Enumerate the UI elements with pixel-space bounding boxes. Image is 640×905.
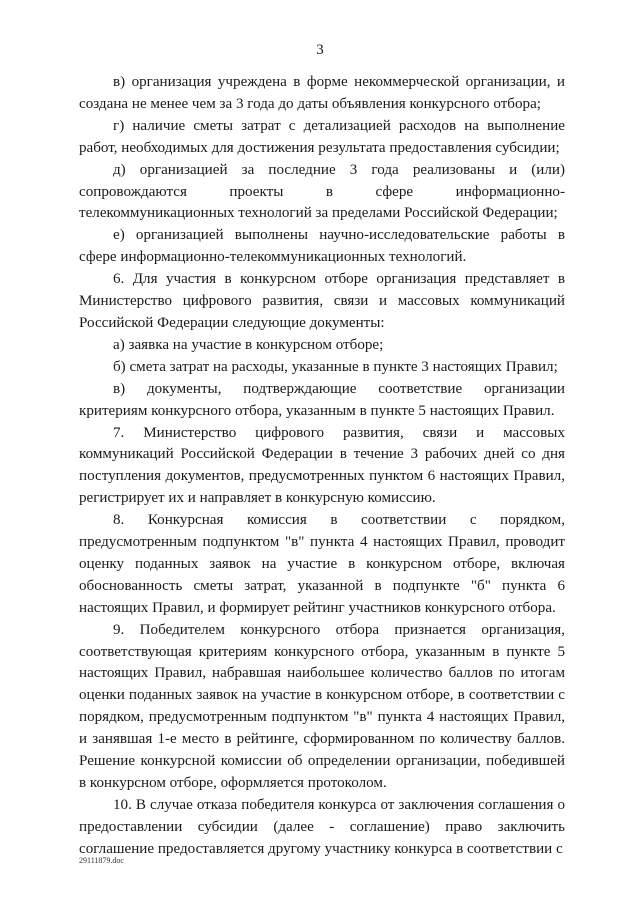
paragraph-clause-9: 9. Победителем конкурсного отбора признается организация, соответствующая критериям конкурсного отбора, указанным в пункте 5 настоящих Правил, набравшая наибольшее количество баллов по итогам оценки поданных заявок на участие в конкурсном отборе, в соответствии с порядком, предусмотренным подпунктом "в" пункта 4 настоящих Правил, и занявшая 1-е место в рейтинге, сформированном по количеству баллов. Решение конкурсной комиссии об определении организации, победившей в конкурсном отборе, оформляется протоколом. [79,621,565,791]
paragraph-clause-6: 6. Для участия в конкурсном отборе организация представляет в Министерство цифрового развития, связи и массовых коммуникаций Российской Федерации следующие документы: [79,271,565,331]
paragraph-item-b-estimate: б) смета затрат на расходы, указанные в пункте 3 настоящих Правил; [113,358,558,375]
document-body [79,72,565,861]
paragraph-item-e-research: е) организацией выполнены научно-исследовательские работы в сфере информационно-телекоммуникационных технологий. [79,227,565,266]
paragraph-clause-7: 7. Министерство цифрового развития, связи и массовых коммуникаций Российской Федерации в течение 3 рабочих дней со дня поступления документов, предусмотренных пунктом 6 настоящих Правил, регистрирует их и направляет в конкурсную комиссию. [79,424,565,507]
paragraph-item-d-projects-abroad: д) организацией за последние 3 года реализованы и (или) сопровождаются проекты в сфере информационно-телекоммуникационных технологий за пределами Российской Федерации; [79,161,565,222]
paragraph-clause-8: 8. Конкурсная комиссия в соответствии с порядком, предусмотренным подпунктом "в" пункта 4 настоящих Правил, проводит оценку поданных заявок на участие в конкурсном отборе, включая обоснованность сметы затрат, указанной в подпункте "б" пункта 6 настоящих Правил, и формирует рейтинг участников конкурсного отбора. [79,512,565,616]
document-file-code: 29111879.doc [79,856,124,865]
paragraph-item-v-nonprofit: в) организация учреждена в форме некоммерческой организации, и создана не менее чем за 3 года до даты объявления конкурсного отбора; [79,74,565,112]
paragraph-item-a-application: а) заявка на участие в конкурсном отборе; [113,336,384,353]
paragraph-item-v-documents: в) документы, подтверждающие соответствие организации критериям конкурсного отбора, указанным в пункте 5 настоящих Правил. [79,380,565,419]
paragraph-clause-10: 10. В случае отказа победителя конкурса от заключения соглашения о предоставлении субсидии (далее - соглашение) право заключить соглашение предоставляется другому участнику конкурса в соответствии с [79,796,565,857]
paragraph-item-g-cost-estimate: г) наличие сметы затрат с детализацией расходов на выполнение работ, необходимых для достижения результата предоставления субсидии; [79,117,565,156]
page-number: 3 [316,42,324,58]
